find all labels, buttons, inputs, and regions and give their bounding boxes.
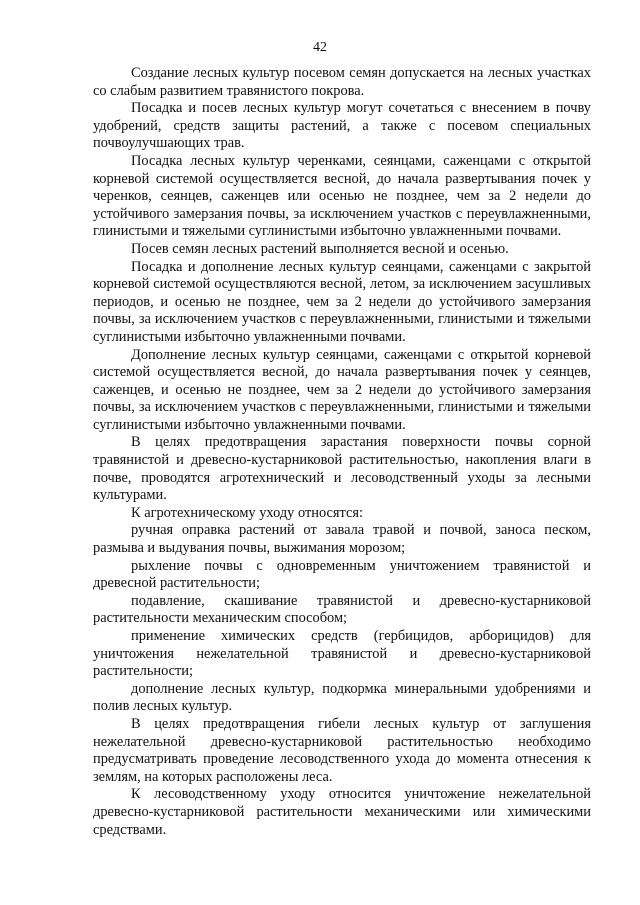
paragraph: К лесоводственному уходу относится уничтожение нежелательной древесно-кустарниковой растительности механическими или химическими средствами. bbox=[93, 786, 591, 838]
paragraph: Посадка и дополнение лесных культур сеянцами, саженцами с закрытой корневой системой осуществляются весной, летом, за исключением засушливых периодов, и осенью не позднее, чем за 2 недели до устойчивого замерзания почвы, за исключением участков с переувлажненными, глинистыми и тяжелыми суглинистыми избыточно увлажненными почвами. bbox=[93, 258, 591, 345]
paragraph: Посев семян лесных растений выполняется весной и осенью. bbox=[131, 240, 509, 257]
paragraph: В целях предотвращения гибели лесных культур от заглушения нежелательной древесно-кустарниковой растительностью необходимо предусматривать проведение лесоводственного ухода до момента отнесения к землям, на которых расположены леса. bbox=[93, 715, 591, 785]
paragraph: Создание лесных культур посевом семян допускается на лесных участках со слабым развитием травянистого покрова. bbox=[93, 65, 591, 99]
paragraph: Посадка лесных культур черенками, сеянцами, саженцами с открытой корневой системой осуществляется весной, до начала развертывания почек у черенков, сеянцев, саженцев или осенью не позднее, чем за 2 недели до устойчивого замерзания почвы, за исключением участков с переувлажненными, глинистыми и тяжелыми суглинистыми избыточно увлажненными почвами. bbox=[93, 152, 591, 240]
page-number: 42 bbox=[313, 40, 327, 55]
paragraph: В целях предотвращения зарастания поверхности почвы сорной травянистой и древесно-кустарниковой растительностью, накопления влаги в почве, проводятся агротехнический и лесоводственный уходы за лесными культурами. bbox=[93, 434, 591, 504]
list-item: рыхление почвы с одновременным уничтожением травянистой и древесной растительности; bbox=[93, 557, 591, 592]
paragraph: Посадка и посев лесных культур могут сочетаться с внесением в почву удобрений, средств защиты растений, а также с посевом специальных почвоулучшающих трав. bbox=[93, 100, 591, 152]
paragraph: Дополнение лесных культур сеянцами, саженцами с открытой корневой системой осуществляется весной, до начала развертывания почек у сеянцев, саженцев, и осенью не позднее, чем за 2 недели до устойчивого замерзания почвы, за исключением участков с переувлажненными, глинистыми и тяжелыми суглинистыми избыточно увлажненными почвами. bbox=[93, 346, 591, 433]
list-item: ручная оправка растений от завала травой и почвой, заноса песком, размыва и выдувания почвы, выжимания морозом; bbox=[93, 522, 591, 557]
list-item: дополнение лесных культур, подкормка минеральными удобрениями и полив лесных культур. bbox=[93, 680, 591, 715]
document-body bbox=[93, 65, 591, 839]
list-item: подавление, скашивание травянистой и древесно-кустарниковой растительности механическим способом; bbox=[93, 592, 591, 627]
list-intro: К агротехническому уходу относятся: bbox=[131, 504, 363, 521]
list-item: применение химических средств (гербицидов, арборицидов) для уничтожения нежелательной травянистой и древесно-кустарниковой растительности; bbox=[93, 628, 591, 680]
